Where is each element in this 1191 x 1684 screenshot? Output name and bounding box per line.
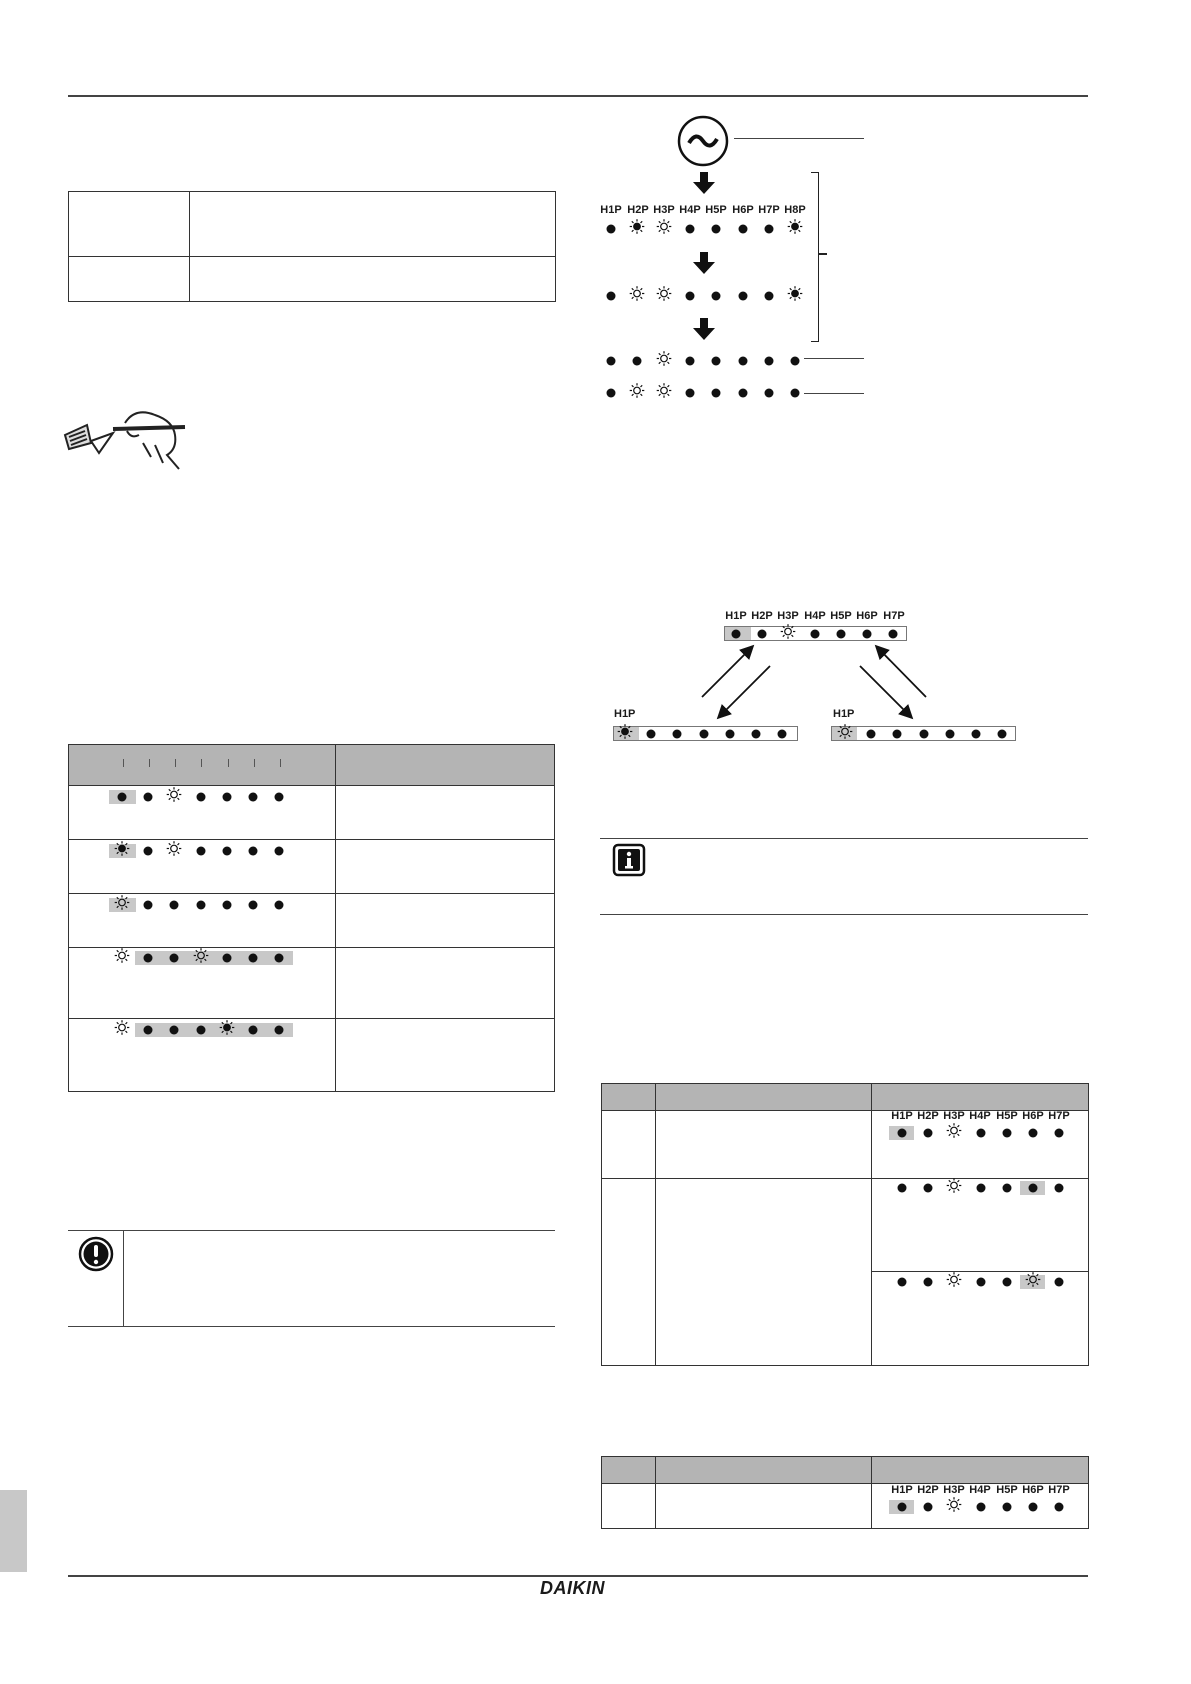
led-state-table (68, 744, 555, 1092)
led-off-icon (976, 1129, 985, 1138)
led-off-icon (976, 1184, 985, 1193)
led-off-icon (764, 389, 773, 398)
led-off-icon (810, 630, 819, 639)
h1p-label-right: H1P (833, 708, 855, 720)
led-on-icon (837, 724, 853, 745)
led-off-icon (972, 730, 981, 739)
led-off-icon (898, 1184, 907, 1193)
led-off-icon (898, 1503, 907, 1512)
led-off-icon (699, 730, 708, 739)
led-off-icon (222, 847, 231, 856)
led-off-icon (764, 292, 773, 301)
led-off-icon (752, 730, 761, 739)
led-off-icon (738, 357, 747, 366)
led-off-icon (196, 847, 205, 856)
led-off-icon (249, 954, 258, 963)
led-on-icon (166, 787, 182, 808)
cycle-arrows (690, 640, 940, 730)
label-h5p: H5P (705, 204, 727, 216)
led-blink-icon (219, 1020, 235, 1041)
led-on-icon (780, 624, 796, 645)
led-on-icon (656, 351, 672, 372)
down-arrow-icon (693, 318, 715, 345)
led-on-icon (946, 1178, 962, 1199)
bracket (811, 172, 819, 342)
led-off-icon (685, 389, 694, 398)
led-off-icon (712, 389, 721, 398)
led-off-icon (924, 1184, 933, 1193)
led-off-icon (170, 901, 179, 910)
info-icon (612, 843, 646, 877)
led-off-icon (1055, 1278, 1064, 1287)
led-off-icon (275, 793, 284, 802)
led-off-icon (1055, 1129, 1064, 1138)
led-off-icon (889, 630, 898, 639)
led-off-icon (764, 357, 773, 366)
led-off-icon (738, 389, 747, 398)
led-off-icon (1055, 1503, 1064, 1512)
led-off-icon (249, 793, 258, 802)
led-on-icon (166, 841, 182, 862)
led-on-icon (1025, 1272, 1041, 1293)
left-top-table (68, 191, 556, 302)
led-off-icon (249, 1026, 258, 1035)
led-blink-icon (629, 219, 645, 240)
led-off-icon (863, 630, 872, 639)
led-off-icon (275, 901, 284, 910)
led-off-icon (275, 954, 284, 963)
led-off-icon (836, 630, 845, 639)
led-off-icon (778, 730, 787, 739)
led-off-icon (249, 901, 258, 910)
led-off-icon (924, 1503, 933, 1512)
led-on-icon (193, 948, 209, 969)
label-h8p: H8P (784, 204, 806, 216)
led-off-icon (1002, 1278, 1011, 1287)
led-on-icon (114, 1020, 130, 1041)
led-off-icon (867, 730, 876, 739)
led-off-icon (898, 1278, 907, 1287)
label-h4p: H4P (679, 204, 701, 216)
led-off-icon (144, 793, 153, 802)
side-tab (0, 1490, 27, 1572)
led-off-icon (673, 730, 682, 739)
led-off-icon (1055, 1184, 1064, 1193)
led-off-icon (685, 292, 694, 301)
led-highlight (135, 1023, 293, 1037)
led-off-icon (1002, 1184, 1011, 1193)
led-off-icon (976, 1278, 985, 1287)
led-off-icon (607, 225, 616, 234)
led-on-icon (946, 1497, 962, 1518)
h1p-label-left: H1P (614, 708, 636, 720)
led-off-icon (196, 1026, 205, 1035)
led-off-icon (791, 389, 800, 398)
led-off-icon (738, 225, 747, 234)
led-off-icon (738, 292, 747, 301)
footer-rule (68, 1575, 1088, 1577)
led-off-icon (1029, 1503, 1038, 1512)
warning-icon (78, 1236, 114, 1272)
label-h2p: H2P (627, 204, 649, 216)
led-off-icon (249, 847, 258, 856)
led-off-icon (633, 357, 642, 366)
led-off-icon (976, 1503, 985, 1512)
led-off-icon (1029, 1184, 1038, 1193)
led-on-icon (656, 219, 672, 240)
led-off-icon (998, 730, 1007, 739)
led-off-icon (275, 1026, 284, 1035)
led-off-icon (170, 954, 179, 963)
led-off-icon (144, 954, 153, 963)
led-on-icon (629, 286, 645, 307)
led-off-icon (1029, 1129, 1038, 1138)
led-off-icon (196, 793, 205, 802)
led-off-icon (222, 793, 231, 802)
led-blink-icon (787, 219, 803, 240)
led-on-icon (656, 383, 672, 404)
led-off-icon (170, 1026, 179, 1035)
led-off-icon (222, 901, 231, 910)
led-off-icon (144, 1026, 153, 1035)
led-off-icon (898, 1129, 907, 1138)
label-h1p: H1P (600, 204, 622, 216)
label-h3p: H3P (653, 204, 675, 216)
led-off-icon (607, 389, 616, 398)
led-off-icon (919, 730, 928, 739)
led-highlight (135, 951, 293, 965)
led-off-icon (945, 730, 954, 739)
led-off-icon (196, 901, 205, 910)
led-off-icon (222, 954, 231, 963)
led-off-icon (607, 292, 616, 301)
led-on-icon (656, 286, 672, 307)
led-off-icon (764, 225, 773, 234)
led-on-icon (946, 1272, 962, 1293)
led-off-icon (685, 225, 694, 234)
led-on-icon (629, 383, 645, 404)
led-on-icon (114, 948, 130, 969)
led-off-icon (275, 847, 284, 856)
top-rule (68, 95, 1088, 97)
led-off-icon (924, 1129, 933, 1138)
down-arrow-icon (693, 252, 715, 279)
led-off-icon (712, 225, 721, 234)
led-off-icon (1002, 1129, 1011, 1138)
ac-power-icon (677, 115, 729, 167)
led-off-icon (791, 357, 800, 366)
led-off-icon (1002, 1503, 1011, 1512)
label-h7p: H7P (758, 204, 780, 216)
led-off-icon (607, 357, 616, 366)
led-blink-icon (787, 286, 803, 307)
led-blink-icon (114, 841, 130, 862)
led-on-icon (946, 1123, 962, 1144)
led-off-icon (924, 1278, 933, 1287)
right-table-1 (601, 1083, 1089, 1366)
led-off-icon (725, 730, 734, 739)
led-blink-icon (617, 724, 633, 745)
led-on-icon (114, 895, 130, 916)
led-off-icon (893, 730, 902, 739)
hand-writing-icon (55, 405, 190, 477)
led-off-icon (758, 630, 767, 639)
label-h6p: H6P (732, 204, 754, 216)
led-off-icon (144, 847, 153, 856)
led-off-icon (732, 630, 741, 639)
down-arrow-icon (693, 172, 715, 199)
led-off-icon (685, 357, 694, 366)
led-off-icon (647, 730, 656, 739)
led-off-icon (712, 292, 721, 301)
brand-logo: DAIKIN (540, 1578, 605, 1598)
led-off-icon (712, 357, 721, 366)
led-off-icon (118, 793, 127, 802)
led-off-icon (144, 901, 153, 910)
